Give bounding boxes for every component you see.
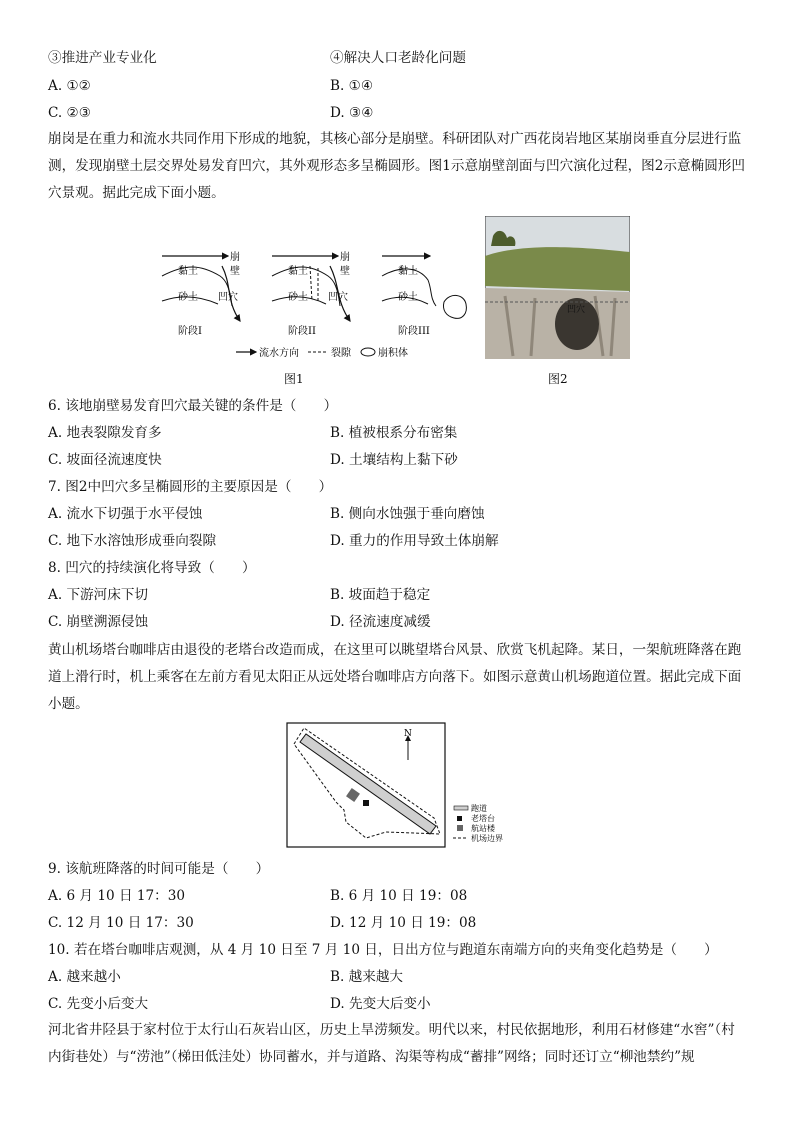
- figure1-diagram: [160, 246, 480, 361]
- figure3-runway-map: [286, 722, 516, 850]
- q6-C: C. 坡面径流速度快: [48, 452, 162, 468]
- passage-benggang: 崩岗是在重力和流水共同作用下形成的地貌，其核心部分是崩壁。科研团队对广西花岗岩地区某崩岗垂直分层进行监测，发现崩壁土层交界处易发育凹穴，其外观形态多呈椭圆形。图1示意崩壁剖面与凹穴演化过程，图2示意椭圆形凹穴景观。据此完成下面小题。: [48, 131, 745, 201]
- q8-B: B. 坡面趋于稳定: [330, 587, 431, 603]
- fig3-legend-boundary: 机场边界: [471, 834, 503, 843]
- fig1-s3-sand: 砂土: [398, 292, 418, 303]
- fig1-s2-wall-a: 崩: [340, 252, 350, 263]
- q7-D: D. 重力的作用导致土体崩解: [330, 533, 499, 549]
- q9-B: B. 6 月 10 日 19：08: [330, 888, 468, 904]
- q9-stem: 9. 该航班降落的时间可能是（ ）: [48, 861, 270, 877]
- q9-C: C. 12 月 10 日 17：30: [48, 915, 194, 931]
- fig1-s1-label: 阶段I: [178, 326, 202, 337]
- fig1-s1-clay: 黏土: [178, 266, 198, 277]
- q9-A: A. 6 月 10 日 17：30: [48, 888, 186, 904]
- q8-A: A. 下游河床下切: [48, 587, 149, 603]
- fig2-cave-label: 凹穴: [567, 305, 586, 315]
- q7-A: A. 流水下切强于水平侵蚀: [48, 506, 203, 522]
- fig1-s3-clay: 黏土: [398, 266, 418, 277]
- fig3-legend-terminal: 航站楼: [471, 824, 495, 833]
- q10-B: B. 越来越大: [330, 969, 404, 985]
- q10-A: A. 越来越小: [48, 969, 121, 985]
- q7-stem: 7. 图2中凹穴多呈椭圆形的主要原因是（ ）: [48, 479, 333, 495]
- fig1-s2-clay: 黏土: [288, 266, 308, 277]
- fig1-s1-wall-b: 壁: [230, 266, 240, 277]
- fig3-legend-runway: 跑道: [471, 804, 487, 813]
- option-B: B. ①④: [330, 78, 374, 94]
- fig3-legend-tower: 老塔台: [471, 814, 495, 823]
- fig1-s1-wall-a: 崩: [230, 252, 240, 263]
- q10-C: C. 先变小后变大: [48, 996, 149, 1012]
- passage-village: 河北省井陉县于家村位于太行山石灰岩山区，历史上旱涝频发。明代以来，村民依据地形，利用石材修建“水窖”（村内街巷处）与“涝池”（梯田低洼处）协同蓄水，并与道路、沟渠等构成“蓄排”网络；同时还订立“柳池禁约”规: [48, 1022, 735, 1065]
- fig1-s3-label: 阶段III: [398, 326, 430, 337]
- fig1-s2-cave: 凹穴: [328, 292, 348, 303]
- option-D: D. ③④: [330, 105, 374, 121]
- figure2-photo: [485, 216, 630, 359]
- fig1-s2-sand: 砂土: [288, 292, 308, 303]
- fig1-s1-sand: 砂土: [178, 292, 198, 303]
- fig1-s1-cave: 凹穴: [218, 292, 238, 303]
- option-item4: ④解决人口老龄化问题: [330, 50, 466, 66]
- fig1-s2-label: 阶段II: [288, 326, 316, 337]
- option-item3: ③推进产业专业化: [48, 50, 157, 66]
- passage-airport: 黄山机场塔台咖啡店由退役的老塔台改造而成，在这里可以眺望塔台风景、欣赏飞机起降。某日，一架航班降落在跑道上滑行时，机上乘客在左前方看见太阳正从远处塔台咖啡店方向落下。如图示意黄山机场跑道位置。据此完成下面小题。: [48, 642, 742, 712]
- q7-B: B. 侧向水蚀强于垂向磨蚀: [330, 506, 485, 522]
- q6-D: D. 土壤结构上黏下砂: [330, 452, 458, 468]
- q10-stem: 10. 若在塔台咖啡店观测，从 4 月 10 日至 7 月 10 日，日出方位与跑道东南端方向的夹角变化趋势是（ ）: [48, 942, 718, 958]
- q8-C: C. 崩壁溯源侵蚀: [48, 614, 149, 630]
- fig1-legend-flow: 流水方向: [259, 348, 299, 359]
- q6-stem: 6. 该地崩壁易发育凹穴最关键的条件是（ ）: [48, 398, 338, 414]
- q8-D: D. 径流速度减缓: [330, 614, 431, 630]
- q10-D: D. 先变大后变小: [330, 996, 431, 1012]
- q8-stem: 8. 凹穴的持续演化将导致（ ）: [48, 560, 256, 576]
- fig3-north: N: [404, 729, 412, 739]
- fig1-legend-crack: 裂隙: [331, 348, 351, 359]
- fig1-s2-wall-b: 壁: [340, 266, 350, 277]
- fig1-legend-debris: 崩积体: [378, 348, 408, 359]
- q6-A: A. 地表裂隙发育多: [48, 425, 162, 441]
- option-C: C. ②③: [48, 105, 91, 121]
- option-A: A. ①②: [48, 78, 91, 94]
- q7-C: C. 地下水溶蚀形成垂向裂隙: [48, 533, 217, 549]
- figure2-caption: 图2: [548, 372, 568, 386]
- figure1-caption: 图1: [284, 372, 304, 386]
- q6-B: B. 植被根系分布密集: [330, 425, 458, 441]
- q9-D: D. 12 月 10 日 19：08: [330, 915, 477, 931]
